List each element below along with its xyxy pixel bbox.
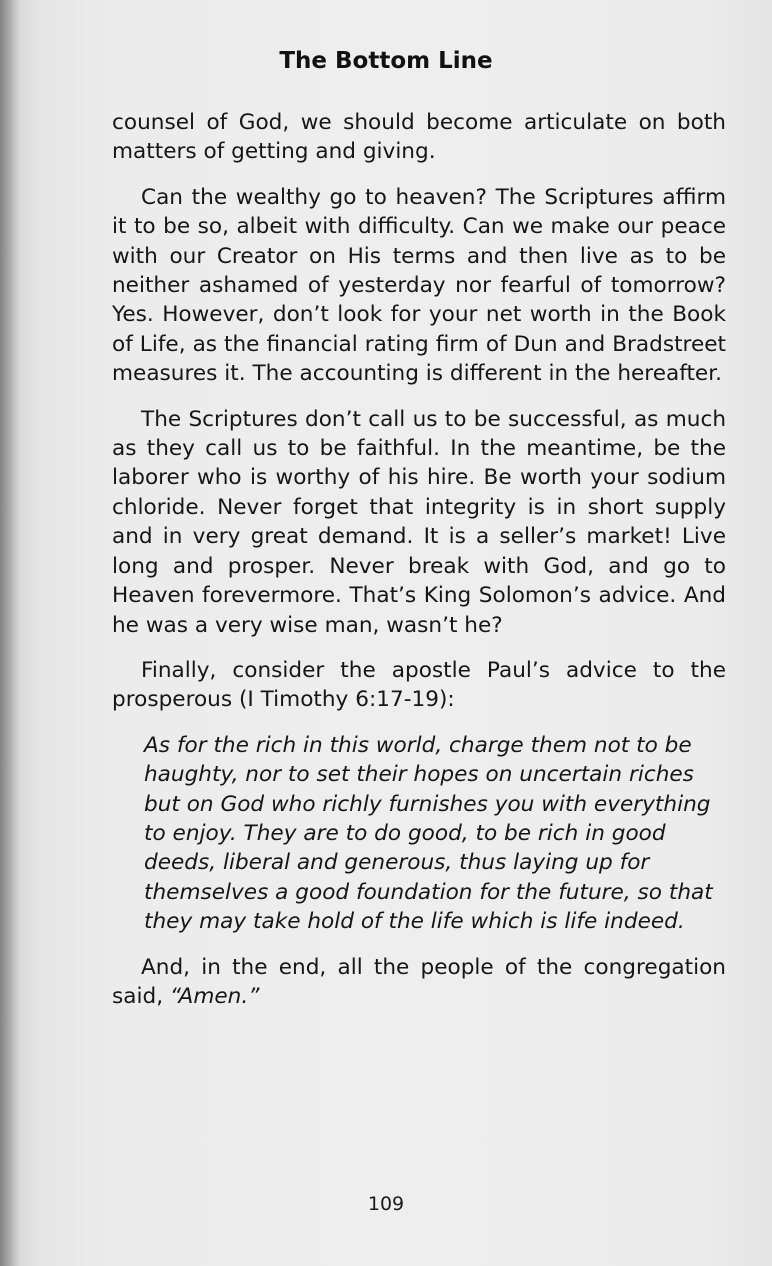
running-head-title: The Bottom Line [279, 48, 493, 74]
gutter-shadow [0, 0, 20, 1266]
paragraph-paul-advice: Finally, consider the apostle Paul’s advice to the prosperous (I Timothy 6:17-19): [112, 657, 726, 713]
closing-text: And, in the end, all the people of the congregation said, [112, 954, 726, 1009]
closing-amen: “Amen.” [169, 983, 260, 1009]
paragraph-continuation: counsel of God, we should become articulate on both matters of getting and giving. [112, 110, 726, 165]
scripture-quotation: As for the rich in this world, charge them not to be haughty, nor to set their hopes on uncertain riches but on God who richly furnishes you with everything to enjoy. They are to do good, to be rich in good deeds, liberal and generous, thus laying up for themselves a good foundation for the future, so that they may take hold of the life which is life indeed. [144, 732, 713, 935]
paragraph-wealthy-heaven: Can the wealthy go to heaven? The Scriptures affirm it to be so, albeit with difficulty. Can we make our peace with our Creator on His terms and then live as to be neither ashamed of yesterday nor fearful of tomorrow? Yes. However, don’t look for your net worth in the Book of Life, as the financial rating firm of Dun and Bradstreet measures it. The accounting is different in the hereafter. [112, 184, 726, 387]
page-body [112, 108, 726, 1027]
paragraph-closing [112, 953, 726, 1012]
paragraph-faithful: The Scriptures don’t call us to be successful, as much as they call us to be faithful. In the meantime, be the laborer who is worthy of his hire. Be worth your sodium chloride. Never forget that integrity is in short supply and in very great demand. It is a seller’s market! Live long and prosper. Never break with God, and go to Heaven forevermore. That’s King Solomon’s advice. And he was a very wise man, wasn’t he? [112, 406, 726, 638]
page-number: 109 [367, 1193, 405, 1215]
